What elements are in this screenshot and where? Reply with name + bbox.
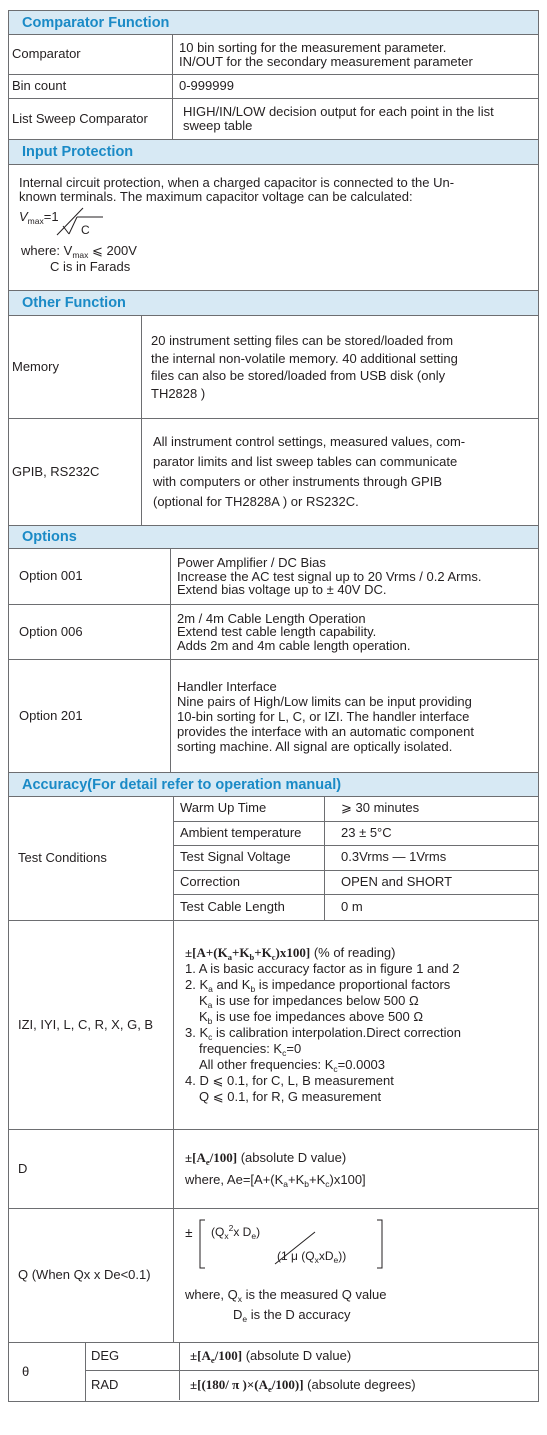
- izi-label: IZI, IYI, L, C, R, X, G, B: [9, 921, 174, 1129]
- bin-count-row: [9, 75, 538, 99]
- accuracy-header: Accuracy(For detail refer to operation manual): [9, 773, 538, 797]
- d-formula: $\pm[A_e/100]$ (absolute D value): [185, 1150, 347, 1167]
- memory-row: Memory 20 instrument setting files can be stored/loaded from the internal non-volatile memory. 40 additional setting files can also be stored/loaded from USB disk (only TH2828 ): [9, 316, 538, 419]
- ambient-temp-row: Ambient temperature 23 ± 5°C: [174, 822, 538, 847]
- comparator-header: Comparator Function: [9, 11, 538, 35]
- gpib-row: GPIB, RS232C All instrument control settings, measured values, com- parator limits and list sweep tables can communicate with computers or other instruments through GPIB (optional for TH2828A ) or RS232C.: [9, 419, 538, 526]
- d-where: where, $Ae=[A+(K_a+K_b+K_c)x100]$: [185, 1172, 366, 1189]
- theta-row: [9, 1343, 538, 1401]
- gpib-label: GPIB, RS232C: [9, 419, 142, 525]
- theta-label: θ: [9, 1343, 86, 1401]
- input-protection-row: Internal circuit protection, when a charged capacitor is connected to the Un- known terminals. The maximum capacitor voltage can be calculated: $V_{max}=1$ C where: $V_{max}$ ⩽ 200V C is in Farads: [9, 165, 538, 291]
- option-201-label: Option 201: [9, 660, 171, 772]
- warm-up-row: Warm Up Time ⩾ 30 minutes: [174, 797, 538, 822]
- option-201-text: Handler Interface: [177, 678, 277, 694]
- input-protection-text-line2: known terminals. The maximum capacitor voltage can be calculated:: [19, 189, 413, 204]
- memory-text: 20 instrument setting files can be stored/loaded from: [151, 333, 454, 348]
- input-protection-text-line1: Internal circuit protection, when a charged capacitor is connected to the Un-: [19, 175, 455, 190]
- option-001-label: Option 001: [9, 549, 171, 604]
- list-sweep-value-line2: sweep table: [183, 118, 253, 133]
- bin-count-value: 0-999999: [179, 78, 234, 94]
- comparator-row: [9, 35, 538, 75]
- q-where-line2: $D_e$ is the D accuracy: [233, 1307, 351, 1324]
- spec-table: [8, 10, 539, 1402]
- option-001-row: Option 001 Power Amplifier / DC Bias Increase the AC test signal up to 20 Vrms / 0.2 Arms. Extend bias voltage up to ± 40V DC.: [9, 549, 538, 605]
- d-row: [9, 1130, 538, 1209]
- list-sweep-row: [9, 99, 538, 140]
- other-function-header: Other Function: [9, 291, 538, 316]
- comparator-value-line1: 10 bin sorting for the measurement parameter.: [179, 39, 447, 55]
- q-row: [9, 1209, 538, 1343]
- option-001-text: Power Amplifier / DC Bias: [177, 555, 326, 571]
- list-sweep-value-line1: HIGH/IN/LOW decision output for each point in the list: [183, 104, 494, 119]
- q-formula: ± ($Q_x^2x$ $D_e$) (1 μ $(Q_xxD_e)$): [185, 1218, 385, 1270]
- memory-label: Memory: [9, 316, 142, 418]
- options-header: Options: [9, 526, 538, 549]
- q-where-line1: where, $Q_x$ is the measured Q value: [185, 1287, 387, 1304]
- cable-length-row: Test Cable Length 0 m: [174, 895, 538, 920]
- option-006-text: 2m / 4m Cable Length Operation: [177, 610, 366, 626]
- rad-row: RAD ±[(180/ π )$\times(A_e/100)$] (absolute degrees): [86, 1371, 538, 1400]
- list-sweep-label: List Sweep Comparator: [9, 99, 173, 139]
- input-protection-header: Input Protection: [9, 140, 538, 165]
- deg-row: DEG $\pm[A_e/100]$ (absolute D value): [86, 1343, 538, 1371]
- izi-formula: $\pm[A+(K_a+K_b+K_c)x100]$ (% of reading): [185, 945, 396, 962]
- bin-count-label: Bin count: [9, 75, 173, 98]
- q-label: Q (When Qx x De<0.1): [9, 1209, 174, 1342]
- correction-row: Correction OPEN and SHORT: [174, 871, 538, 896]
- comparator-label: Comparator: [9, 35, 173, 74]
- izi-row: IZI, IYI, L, C, R, X, G, B $\pm[A+(K_a+K_b+K_c)x100]$ (% of reading) 1. A is basic accuracy factor as in figure 1 and 2 2. $K_a$ and $K_b$ is impedance proportional factors $K_a$ is use for impedances below 500 Ω $K_b$ is use foe impedances above 500 Ω 3. $K_c$ is calibration interpolation.Direct correction frequencies: $K_c=0$ All other frequencies: $K_c=0.0003$ 4. D ⩽ 0.1, for C, L, B measurement Q ⩽ 0.1, for R, G measurement: [9, 921, 538, 1130]
- d-label: D: [9, 1130, 174, 1208]
- option-006-label: Option 006: [9, 605, 171, 659]
- test-conditions-row: [9, 797, 538, 921]
- test-signal-row: Test Signal Voltage 0.3Vrms — 1Vrms: [174, 846, 538, 871]
- option-201-row: Option 201 Handler Interface Nine pairs of High/Low limits can be input providing 10-bin sorting for L, C, or IZI. The handler interface provides the interface with an automatic component sorting machine. All signal are optically isolated.: [9, 660, 538, 773]
- c-in-farads: C is in Farads: [50, 259, 131, 274]
- vmax-formula: $V_{max}=1$ C: [19, 210, 454, 240]
- where-vmax-label: where: V: [21, 243, 73, 258]
- option-006-row: Option 006 2m / 4m Cable Length Operation Extend test cable length capability. Adds 2m and 4m cable length operation.: [9, 605, 538, 660]
- test-conditions-label: Test Conditions: [9, 797, 174, 920]
- comparator-value-line2: IN/OUT for the secondary measurement parameter: [179, 53, 473, 69]
- sqrt-symbol: [55, 204, 105, 238]
- gpib-text: All instrument control settings, measured values, com-: [153, 434, 466, 449]
